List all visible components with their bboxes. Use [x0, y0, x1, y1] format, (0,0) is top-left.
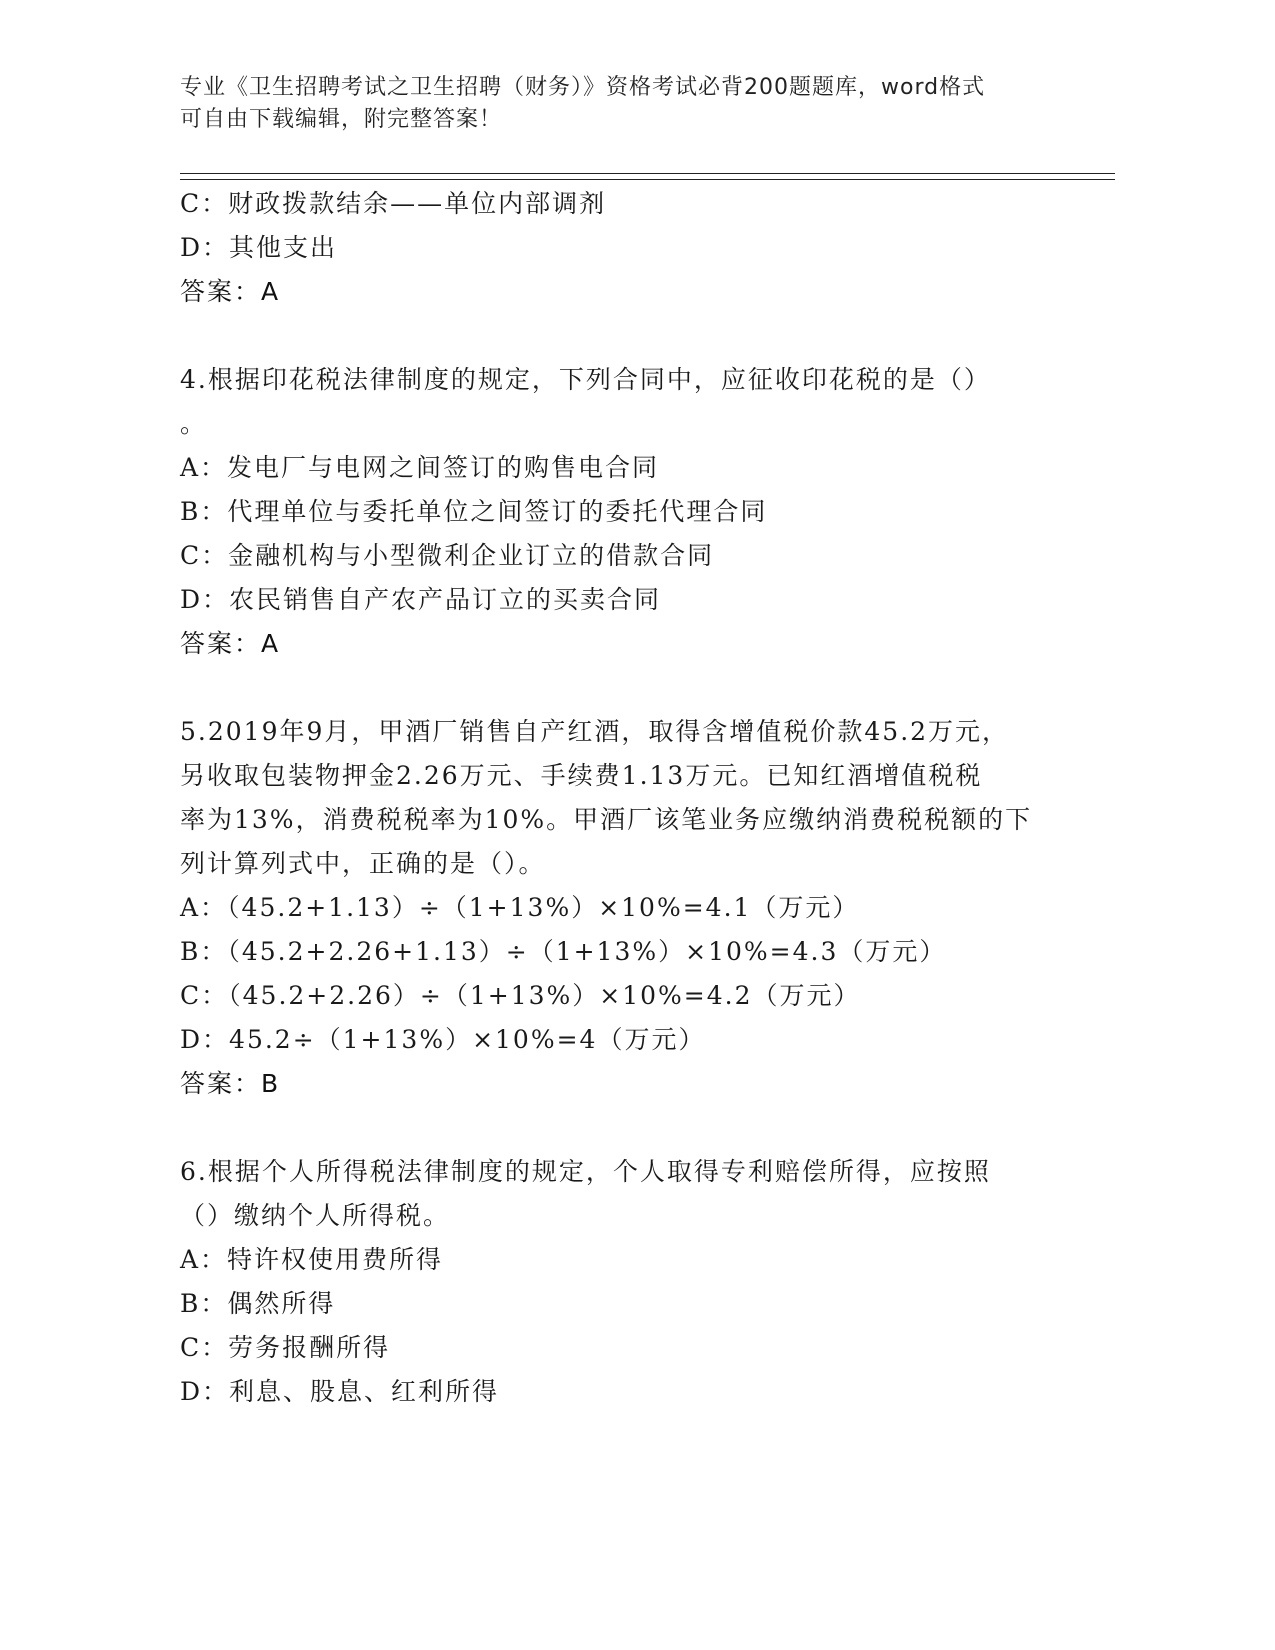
- q6-stem: [180, 1150, 1060, 1238]
- q6-stem-line-1: 6.根据个人所得税法律制度的规定，个人取得专利赔偿所得，应按照: [180, 1157, 991, 1186]
- spacer: [180, 666, 1060, 710]
- q6-option-d: D：利息、股息、红利所得: [180, 1377, 500, 1406]
- q3-option-d: D：其他支出: [180, 233, 338, 262]
- document-header: [180, 72, 1060, 136]
- header-divider: [180, 173, 1115, 180]
- q5-option-a: A：（45.2+1.13）÷（1+13%）×10%=4.1（万元）: [180, 893, 860, 922]
- q4-stem-line-2: 。: [180, 409, 208, 438]
- q4-stem: [180, 358, 1060, 446]
- q5-stem-line-4: 列计算列式中，正确的是（）。: [180, 849, 546, 878]
- q6-option-b: B：偶然所得: [180, 1289, 336, 1318]
- q5-option-d: D：45.2÷（1+13%）×10%=4（万元）: [180, 1025, 706, 1054]
- q4-option-b: B：代理单位与委托单位之间签订的委托代理合同: [180, 497, 768, 526]
- q6-option-a: A：特许权使用费所得: [180, 1245, 444, 1274]
- q4-option-a: A：发电厂与电网之间签订的购售电合同: [180, 453, 660, 482]
- q4-option-d: D：农民销售自产农产品订立的买卖合同: [180, 585, 662, 614]
- q5-stem-line-1: 5.2019年9月，甲酒厂销售自产红酒，取得含增值税价款45.2万元，: [180, 717, 1010, 746]
- q5-option-b: B：（45.2+2.26+1.13）÷（1+13%）×10%=4.3（万元）: [180, 937, 947, 966]
- q3-answer: 答案：A: [180, 277, 281, 306]
- q6-option-c: C：劳务报酬所得: [180, 1333, 391, 1362]
- spacer: [180, 314, 1060, 358]
- q4-answer: 答案：A: [180, 629, 281, 658]
- q4-option-c: C：金融机构与小型微利企业订立的借款合同: [180, 541, 715, 570]
- q5-option-c: C：（45.2+2.26）÷（1+13%）×10%=4.2（万元）: [180, 981, 861, 1010]
- header-title-line-1: 专业《卫生招聘考试之卫生招聘（财务）》资格考试必背200题题库，word格式: [180, 75, 986, 100]
- q5-answer: 答案：B: [180, 1069, 281, 1098]
- q6-stem-line-2: （）缴纳个人所得税。: [180, 1201, 451, 1230]
- header-title-line-2: 可自由下载编辑，附完整答案！: [180, 107, 503, 132]
- q5-stem-line-2: 另收取包装物押金2.26万元、手续费1.13万元。已知红酒增值税税: [180, 761, 983, 790]
- spacer: [180, 1106, 1060, 1150]
- q5-stem: [180, 710, 1060, 886]
- q5-stem-line-3: 率为13%，消费税税率为10%。甲酒厂该笔业务应缴纳消费税税额的下: [180, 805, 1033, 834]
- q3-option-c: C：财政拨款结余——单位内部调剂: [180, 189, 607, 218]
- q4-stem-line-1: 4.根据印花税法律制度的规定，下列合同中，应征收印花税的是（）: [180, 365, 991, 394]
- question-list: [180, 182, 1060, 1414]
